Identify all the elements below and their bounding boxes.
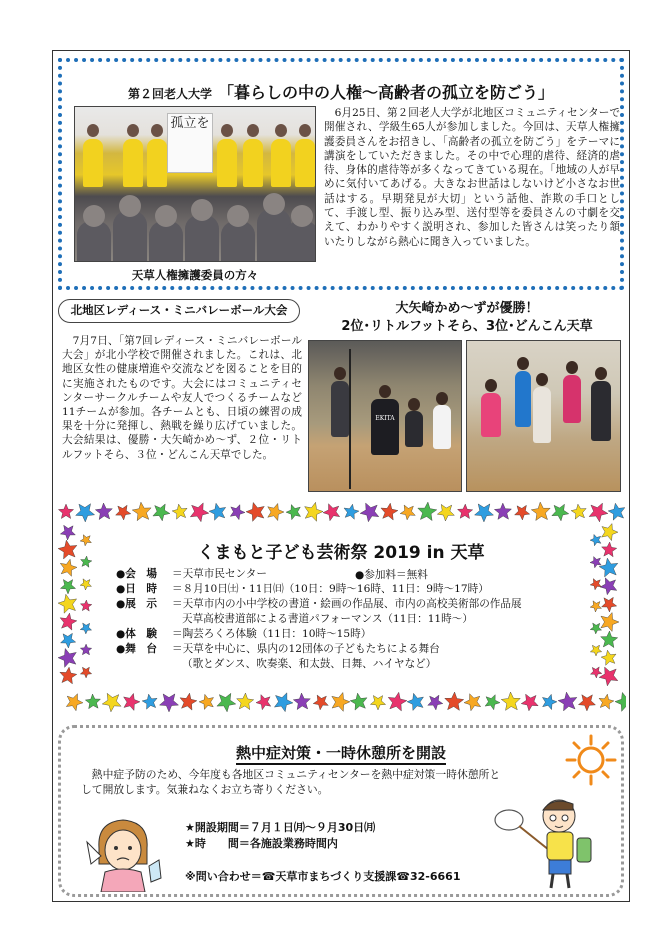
volleyball-result-headline: 大矢崎かめ～ずが優勝！ 2位･リトルフットそら、3位･どんこん天草 (341, 301, 593, 334)
star-icon (602, 597, 617, 612)
star-icon (578, 695, 595, 711)
opening-period: ★開設期間＝７月１日㈪～９月30日㈪ (185, 821, 376, 834)
star-icon (286, 505, 301, 520)
volleyball-article: 7月7日、「第7回レディース・ミニバレーボール大会」が北小学校で開催されました。これは、北地区女性の健康増進や交流などを図ることを目的に実施されたものです。大会にはコミュニティセンターサークルチームや友人でつくるチームなど11チームが参加。各チームとも、日頃の練習の成果を十分に発揮し、熱戦を繰り広げていました。大会結果は、優勝・大矢崎かめ～ず、２位・リトルフットそら、３位・どんこん天草でした。 (62, 335, 302, 461)
participation-fee: ●参加料＝無料 (355, 569, 428, 581)
team-shirt-text: EKITA (375, 415, 395, 422)
contact-info: ※問い合わせ＝☎天草市まちづくり支援課☎32-6661 (185, 870, 461, 883)
star-icon (80, 623, 91, 634)
star-icon (615, 692, 626, 711)
star-icon (601, 631, 618, 648)
volleyball-photo-left (308, 340, 462, 492)
volleyball-section-label: 北地区レディース・ミニバレーボール大会 (58, 299, 300, 323)
art-festival-details (116, 567, 586, 672)
star-icon (428, 695, 443, 710)
star-icon (80, 600, 91, 611)
star-icon (274, 693, 293, 712)
star-icon (608, 503, 625, 520)
star-icon (246, 502, 264, 521)
star-icon (323, 504, 340, 521)
star-icon (464, 694, 481, 711)
star-icon (230, 505, 245, 520)
art-festival-title: くまもと子ども芸術祭 2019 in 天草 (197, 543, 485, 563)
star-icon (531, 502, 550, 521)
star-icon (80, 644, 91, 655)
star-icon (458, 504, 473, 519)
star-icon (332, 692, 350, 711)
photo-banner: 孤立を (167, 113, 213, 173)
star-icon (268, 503, 284, 520)
star-icon (437, 504, 454, 521)
star-icon (160, 694, 179, 712)
star-icon (256, 695, 271, 710)
date-row: ●日 時 ＝８月10日㈯・11日㈰（10日：9時～16時、11日：9時～17時） (116, 583, 489, 595)
star-icon (485, 695, 500, 710)
star-icon (313, 695, 328, 710)
star-icon (60, 667, 77, 684)
heatstroke-section (58, 725, 624, 897)
star-icon (515, 505, 530, 520)
star-icon (590, 623, 601, 634)
star-icon (418, 502, 437, 521)
experience-row: ●体 験 ＝陶芸ろくろ体験（11日：10時～15時） (116, 628, 372, 640)
star-icon (599, 667, 618, 686)
heatstroke-info (185, 820, 375, 852)
star-icon (209, 503, 226, 520)
star-icon (552, 504, 569, 521)
star-icon (60, 580, 75, 595)
star-icon (494, 503, 511, 519)
exhibition-row-2: 天草高校書道部による書道パフォーマンス（11日：11時～） (182, 613, 473, 625)
star-icon (590, 667, 601, 678)
senior-college-title: 第２回老人大学 「暮らしの中の人権～高齢者の孤立を防ごう」 (127, 83, 555, 102)
star-icon (95, 503, 112, 520)
star-icon (542, 694, 557, 709)
star-icon (190, 503, 209, 522)
stage-row-2: （歌とダンス、吹奏楽、和太鼓、日舞、ハイヤなど） (182, 658, 437, 670)
star-icon (590, 579, 601, 590)
star-icon (475, 504, 494, 522)
star-icon (381, 503, 398, 520)
star-icon (142, 694, 157, 709)
exhibition-row: ●展 示 ＝天草市内の小中学校の書道・絵画の作品展、市内の高校美術部の作品展 (116, 598, 522, 610)
human-rights-committee-photo (74, 106, 316, 262)
star-icon (590, 601, 601, 612)
star-icon (199, 694, 214, 709)
star-icon (85, 694, 100, 709)
star-icon (124, 693, 140, 710)
boy-with-net-illustration (493, 780, 603, 892)
star-icon (116, 505, 131, 520)
star-icon (293, 693, 310, 710)
star-icon (601, 650, 616, 665)
star-icon (58, 594, 77, 613)
star-icon (80, 667, 91, 678)
volleyball-photo-right (466, 340, 621, 492)
star-icon (407, 693, 424, 710)
star-icon (66, 694, 83, 711)
star-icon (180, 693, 197, 710)
opening-hours: ★時 間＝各施設業務時間内 (185, 837, 338, 850)
star-icon (60, 613, 77, 630)
sun-icon (565, 734, 617, 786)
senior-college-article: 6月25日、第２回老人大学が北地区コミュニティセンターで開催され、学級生65人が参加しました。今回は、天草人権擁護委員さんをお招きし、「高齢者の孤立を防ごう」をテーマに講演をしていただきました。その中で心理的虐待、経済的虐待、身体的虐待等が多くなってきている現在。「地域の人が早めに気付いてあげる。大きなお世話はしないけど小さなお世話はする。早期発見が大切」という話他、詐欺の手口として、手渡し型、振り込み型、送付型等を委員さんの寸劇を交えて、わかりやすく説明され、参加した皆さんは笑ったり頷いたりしながら熱心に聞き入っていました。 (324, 107, 620, 248)
star-icon (237, 693, 254, 710)
star-icon (153, 504, 170, 521)
stage-row: ●舞 台 ＝天草を中心に、県内の12団体の子どもたちによる舞台 (116, 643, 440, 655)
star-icon (521, 694, 538, 711)
hot-woman-illustration (83, 812, 163, 892)
star-icon (61, 633, 76, 648)
star-icon (76, 504, 95, 522)
heatstroke-title: 熱中症対策・一時休憩所を開設 (61, 742, 621, 763)
heatstroke-article: 熱中症予防のため、今年度も各地区コミュニティセンターを熱中症対策一時休憩所として開放します。気兼ねなくお立ち寄りください。 (81, 768, 501, 796)
star-icon (558, 692, 577, 711)
star-icon (344, 504, 359, 519)
star-icon (370, 696, 385, 711)
star-icon (445, 692, 464, 710)
star-icon (501, 692, 520, 710)
star-icon (172, 504, 187, 519)
venue-row: ●会 場 ＝天草市民センター (116, 568, 267, 580)
star-icon (388, 692, 407, 711)
star-icon (571, 504, 586, 519)
star-icon (350, 693, 367, 710)
star-icon (58, 648, 76, 667)
star-icon (400, 505, 415, 520)
star-icon (217, 693, 236, 712)
photo-caption: 天草人権擁護委員の方々 (131, 268, 259, 282)
star-icon (132, 502, 151, 521)
star-icon (600, 578, 617, 595)
star-icon (360, 503, 379, 522)
star-icon (80, 579, 91, 590)
star-icon (589, 503, 608, 522)
star-icon (599, 694, 614, 709)
star-icon (58, 504, 73, 519)
star-icon (305, 502, 323, 521)
star-icon (601, 613, 619, 632)
senior-college-section (58, 58, 624, 290)
star-icon (590, 645, 601, 656)
star-icon (102, 693, 121, 712)
